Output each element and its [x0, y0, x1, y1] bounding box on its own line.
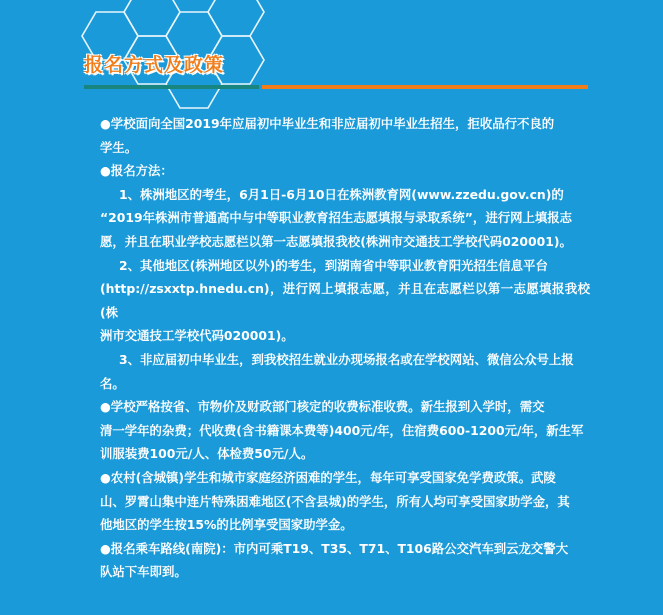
text-line: 学生。	[100, 139, 138, 155]
section-title: 报名方式及政策	[84, 54, 225, 76]
policy-content	[100, 112, 590, 584]
title-underline-orange	[262, 85, 588, 89]
text-line: (http://zsxxtp.hnedu.cn)，进行网上填报志愿，并且在志愿栏以第一志愿填报我校(株	[100, 281, 590, 320]
text-line: 山、罗霄山集中连片特殊困难地区(不含县城)的学生，所有人均可享受国家助学金，其	[100, 493, 570, 509]
text-line: ●报名乘车路线(南院)：市内可乘T19、T35、T71、T106路公交汽车到云龙交警大	[100, 540, 569, 556]
text-line: 他地区的学生按15%的比例享受国家助学金。	[100, 517, 353, 533]
title-underline-teal	[84, 85, 259, 89]
text-line: ●学校面向全国2019年应届初中毕业生和非应届初中毕业生招生，拒收品行不良的	[100, 116, 555, 131]
text-line: “2019年株洲市普通高中与中等职业教育招生志愿填报与录取系统”，进行网上填报志	[100, 210, 573, 226]
text-line: ●农村(含城镇)学生和城市家庭经济困难的学生，每年可享受国家免学费政策。武陵	[100, 469, 556, 485]
text-line: 1、株洲地区的考生，6月1日-6月10日在株洲教育网(www.zzedu.gov.cn)的	[119, 186, 564, 202]
text-line: 3、非应届初中毕业生，到我校招生就业办现场报名或在学校网站、微信公众号上报	[119, 351, 574, 367]
text-line: 名。	[100, 375, 125, 391]
text-line: 2、其他地区(株洲地区以外)的考生，到湖南省中等职业教育阳光招生信息平台	[119, 257, 548, 273]
text-line: 洲市交通技工学校代码020001)。	[100, 328, 294, 344]
text-line: 愿，并且在职业学校志愿栏以第一志愿填报我校(株洲市交通技工学校代码020001)。	[100, 233, 572, 249]
text-line: 训服装费100元/人、体检费50元/人。	[100, 446, 314, 462]
text-line: ●学校严格按省、市物价及财政部门核定的收费标准收费。新生报到入学时，需交	[100, 399, 545, 415]
text-line: 清一学年的杂费；代收费(含书籍课本费等)400元/年，住宿费600-1200元/年，新生军	[100, 422, 584, 438]
text-line: ●报名方法：	[100, 163, 173, 179]
text-line: 队站下车即到。	[100, 564, 187, 580]
